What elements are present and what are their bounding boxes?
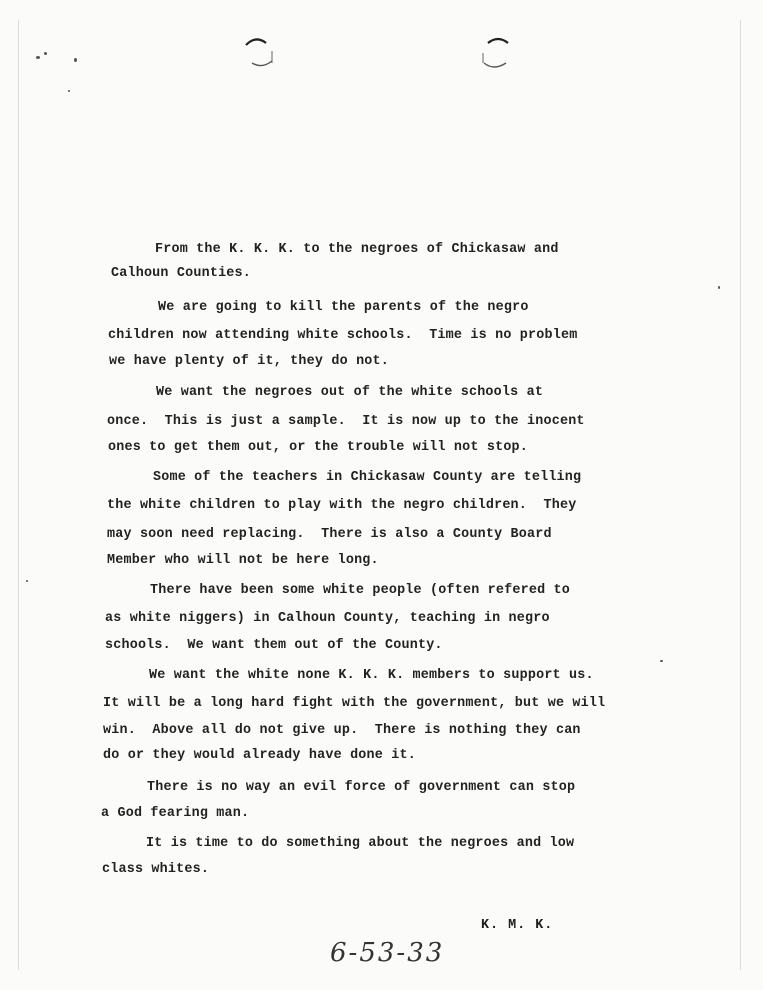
text-line: Member who will not be here long. — [107, 553, 379, 568]
signature: K. M. K. — [481, 918, 554, 933]
text-line: we have plenty of it, they do not. — [109, 354, 390, 369]
text-line: win. Above all do not give up. There is nothing they can — [103, 723, 581, 738]
file-number: 6-53-33 — [330, 938, 445, 968]
scan-speck — [68, 90, 70, 92]
scan-speck — [44, 52, 47, 55]
text-line: as white niggers) in Calhoun County, teaching in negro — [105, 611, 550, 626]
text-line: children now attending white schools. Time is no problem — [108, 328, 578, 343]
text-line: class whites. — [102, 862, 210, 877]
text-line: may soon need replacing. There is also a County Board — [107, 527, 552, 542]
text-line: We want the negroes out of the white schools at — [156, 385, 544, 400]
scan-speck — [74, 58, 77, 62]
text-line: once. This is just a sample. It is now up to the inocent — [107, 414, 585, 429]
left-scan-edge — [18, 20, 19, 970]
text-line: There have been some white people (often refered to — [150, 583, 571, 598]
text-line: From the K. K. K. to the negroes of Chickasaw and — [155, 242, 559, 257]
scan-speck — [660, 660, 663, 662]
text-line: There is no way an evil force of government can stop — [147, 780, 576, 795]
text-line: Some of the teachers in Chickasaw County are telling — [153, 470, 582, 485]
text-line: a God fearing man. — [101, 806, 250, 821]
text-line: It will be a long hard fight with the government, but we will — [103, 696, 606, 711]
scan-speck — [36, 56, 40, 59]
text-line: schools. We want them out of the County. — [105, 638, 443, 653]
text-line: We want the white none K. K. K. members to support us. — [149, 668, 594, 683]
hole-punch-right-icon — [478, 33, 518, 73]
text-line: ones to get them out, or the trouble will not stop. — [108, 440, 529, 455]
text-line: the white children to play with the negro children. They — [107, 498, 577, 513]
hole-punch-left-icon — [240, 33, 280, 73]
text-line: Calhoun Counties. — [111, 266, 252, 281]
text-line: It is time to do something about the negroes and low — [146, 836, 575, 851]
text-line: do or they would already have done it. — [103, 748, 416, 763]
scan-speck — [26, 580, 28, 582]
text-line: We are going to kill the parents of the negro — [158, 300, 529, 315]
right-scan-edge — [740, 20, 741, 970]
scan-speck — [718, 286, 720, 289]
